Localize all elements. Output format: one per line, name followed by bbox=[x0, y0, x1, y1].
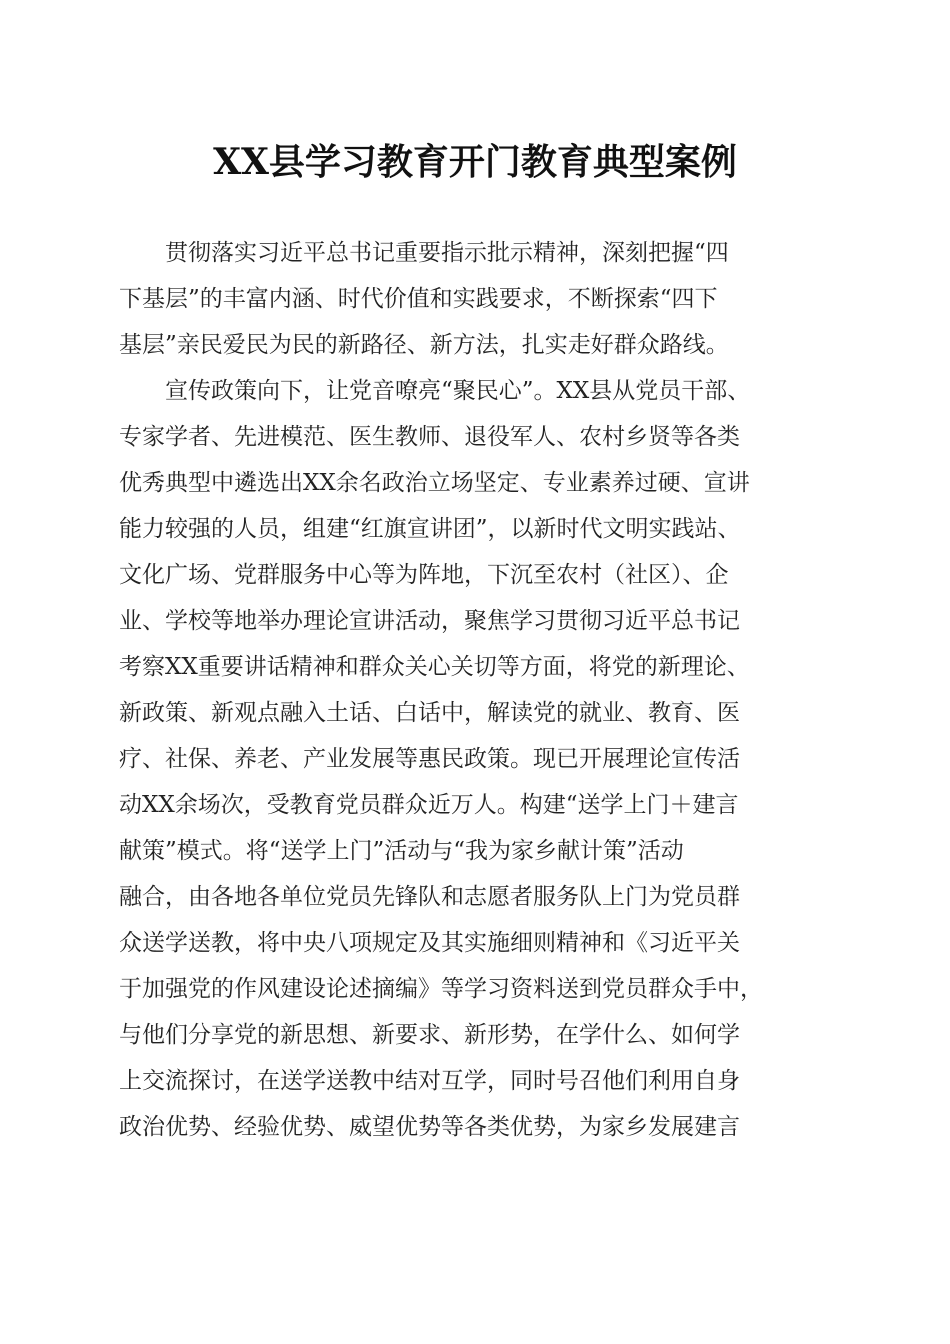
body-line: 专家学者、先进模范、医生教师、退役军人、农村乡贤等各类 bbox=[119, 424, 740, 450]
body-line: 新政策、新观点融入土话、白话中，解读党的就业、教育、医 bbox=[119, 700, 740, 726]
body-line: 政治优势、经验优势、威望优势等各类优势，为家乡发展建言 bbox=[119, 1114, 740, 1140]
body-line: 优秀典型中遴选出XX余名政治立场坚定、专业素养过硬、宣讲 bbox=[119, 470, 750, 496]
body-line: 下基层”的丰富内涵、时代价值和实践要求，不断探索“四下 bbox=[119, 286, 718, 312]
body-line: 疗、社保、养老、产业发展等惠民政策。现已开展理论宣传活 bbox=[119, 746, 740, 772]
body-line: 上交流探讨，在送学送教中结对互学，同时号召他们利用自身 bbox=[119, 1068, 740, 1094]
body-line: 融合，由各地各单位党员先锋队和志愿者服务队上门为党员群 bbox=[119, 884, 740, 910]
body-line: 考察XX重要讲话精神和群众关心关切等方面，将党的新理论、 bbox=[119, 654, 750, 680]
body-line: 献策”模式。将“送学上门”活动与“我为家乡献计策”活动 bbox=[119, 838, 684, 864]
document-title: XX县学习教育开门教育典型案例 bbox=[213, 141, 737, 183]
body-line: 与他们分享党的新思想、新要求、新形势，在学什么、如何学 bbox=[119, 1022, 740, 1048]
body-line: 于加强党的作风建设论述摘编》等学习资料送到党员群众手中， bbox=[119, 976, 763, 1002]
body-line: 基层”亲民爱民为民的新路径、新方法，扎实走好群众路线。 bbox=[119, 332, 729, 358]
body-line: 能力较强的人员，组建“红旗宣讲团”，以新时代文明实践站、 bbox=[119, 516, 741, 542]
body-line: 动XX余场次，受教育党员群众近万人。构建“送学上门＋建言 bbox=[119, 792, 739, 818]
body-line: 业、学校等地举办理论宣讲活动，聚焦学习贯彻习近平总书记 bbox=[119, 608, 740, 634]
body-line: 众送学送教，将中央八项规定及其实施细则精神和《习近平关 bbox=[119, 930, 740, 956]
body-line: 贯彻落实习近平总书记重要指示批示精神，深刻把握“四 bbox=[119, 240, 729, 266]
body-line: 宣传政策向下，让党音嘹亮“聚民心”。XX县从党员干部、 bbox=[119, 378, 751, 404]
body-line: 文化广场、党群服务中心等为阵地，下沉至农村（社区）、企 bbox=[119, 562, 729, 588]
